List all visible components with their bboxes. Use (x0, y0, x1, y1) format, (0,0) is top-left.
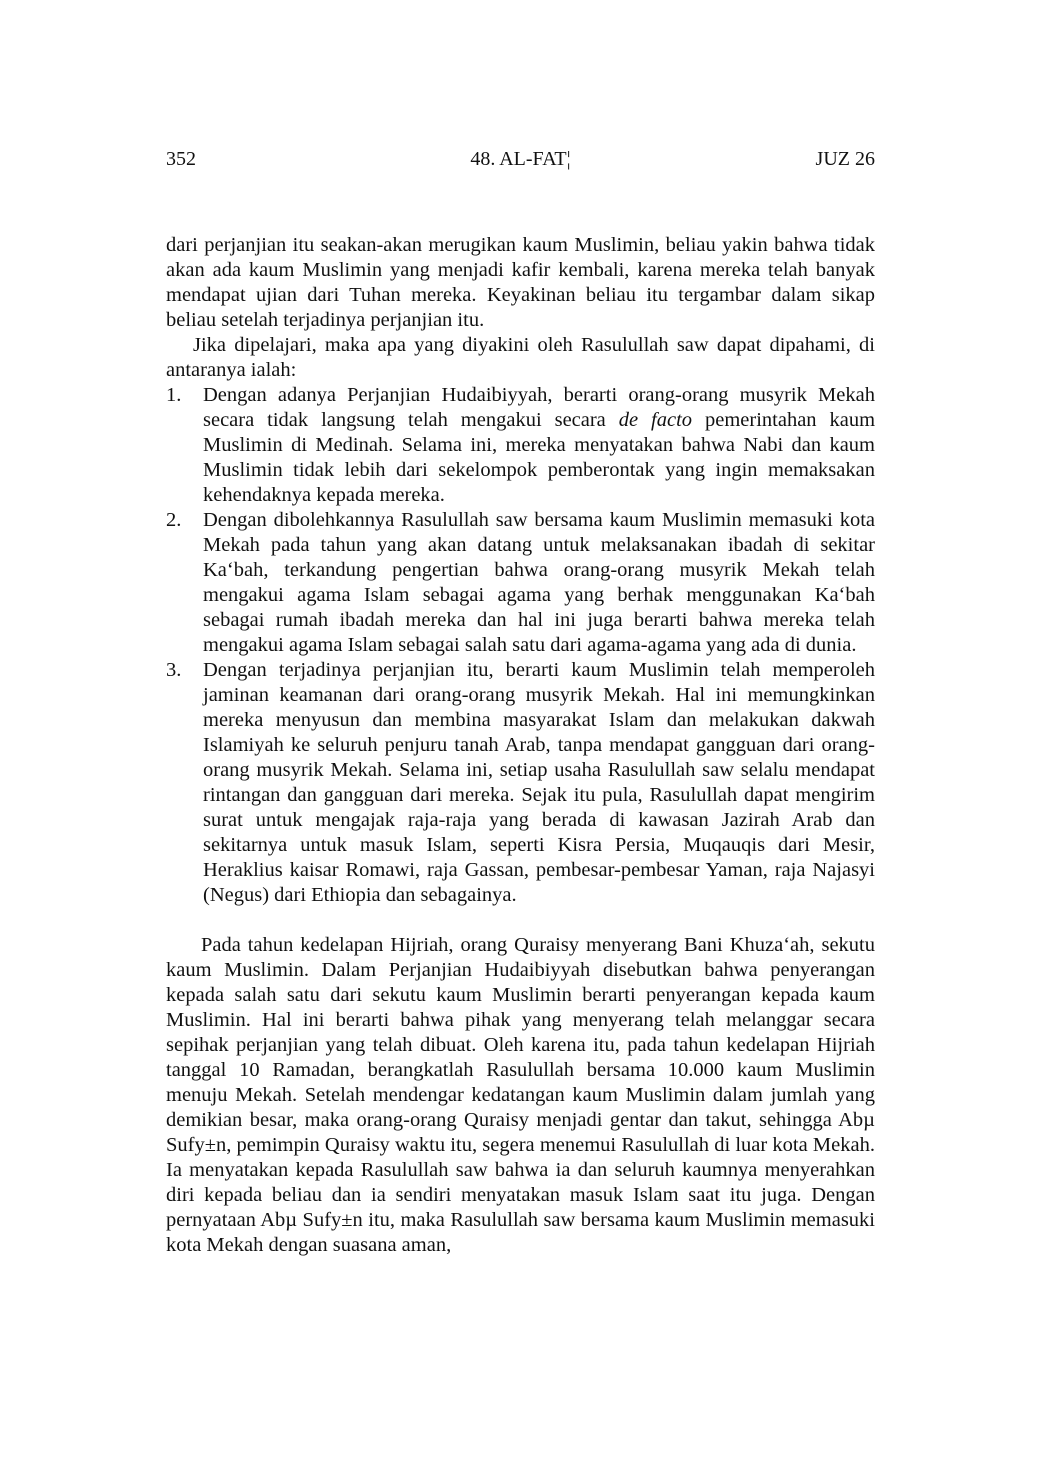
page-number: 352 (166, 148, 196, 170)
page-header (166, 144, 875, 174)
list-number: 2. (166, 509, 182, 531)
chapter-title: 48. AL-FAT¦ (470, 148, 571, 170)
list-item-text: Dengan terjadinya perjanjian itu, berarti kaum Muslimin telah memperoleh jaminan keamanan dari orang-orang musyrik Mekah. Hal ini memungkinkan mereka menyusun dan membina masyarakat Islam dan melakukan dakwah Islamiyah ke seluruh penjuru tanah Arab, tanpa mendapat gangguan dari orang-orang musyrik Mekah. Selama ini, setiap usaha Rasulullah saw selalu mendapat rintangan dan gangguan dari mereka. Sejak itu pula, Rasulullah dapat mengirim surat untuk mengajak raja-raja yang berada di kawasan Jazirah Arab dan sekitarnya untuk masuk Islam, seperti Kisra Persia, Muqauqis dari Mesir, Heraklius kaisar Romawi, raja Gassan, pembesar-pembesar Yaman, raja Najasyi (Negus) dari Ethiopia dan sebagainya. (203, 659, 875, 906)
list-number: 3. (166, 659, 182, 681)
main-text (166, 233, 875, 1258)
list-item-text: Dengan adanya Perjanjian Hudaibiyyah, berarti orang-orang musyrik Mekah secara tidak langsung telah mengakui secara (203, 384, 875, 431)
paragraph-1: dari perjanjian itu seakan-akan merugikan kaum Muslimin, beliau yakin bahwa tidak akan ada kaum Muslimin yang menjadi kafir kembali, karena mereka telah banyak mendapat ujian dari Tuhan mereka. Keyakinan beliau itu tergambar dalam sikap beliau setelah terjadinya perjanjian itu. (166, 234, 875, 331)
juz-label: JUZ 26 (815, 148, 875, 170)
list-item (166, 658, 875, 908)
list-number: 1. (166, 384, 182, 406)
paragraph-gap (166, 908, 875, 933)
list-item (166, 508, 875, 658)
list-item-text: pemerintahan kaum Muslimin di Medinah. Selama ini, mereka menyatakan bahwa Nabi dan kaum Muslimin tidak lebih dari sekelompok pemberontak yang ingin memaksakan kehendaknya kepada mereka. (203, 409, 876, 506)
list-item-text: Dengan dibolehkannya Rasulullah saw bersama kaum Muslimin memasuki kota Mekah pada tahun yang akan datang untuk melaksanakan ibadah di sekitar Ka‘bah, terkandung pengertian bahwa orang-orang musyrik Mekah telah mengakui agama Islam sebagai agama yang berhak menggunakan Ka‘bah sebagai rumah ibadah mereka dan hal ini juga berarti bahwa mereka telah mengakui agama Islam sebagai salah satu dari agama-agama yang ada di dunia. (203, 509, 875, 656)
list-item (166, 383, 875, 508)
italic-term: de facto (618, 409, 693, 431)
paragraph-3: Pada tahun kedelapan Hijriah, orang Quraisy menyerang Bani Khuza‘ah, sekutu kaum Muslimin. Dalam Perjanjian Hudaibiyyah disebutkan bahwa penyerangan kepada salah satu dari sekutu kaum Muslimin berarti penyerangan kepada kaum Muslimin. Hal ini berarti bahwa pihak yang menyerang telah melanggar secara sepihak perjanjian yang telah dibuat. Oleh karena itu, pada tahun kedelapan Hijriah tanggal 10 Ramadan, berangkatlah Rasulullah bersama 10.000 kaum Muslimin menuju Mekah. Setelah mendengar kedatangan kaum Muslimin dalam jumlah yang demikian besar, maka orang-orang Quraisy menjadi gentar dan takut, sehingga Abµ Sufy±n, pemimpin Quraisy waktu itu, segera menemui Rasulullah di luar kota Mekah. Ia menyatakan kepada Rasulullah saw bahwa ia dan seluruh kaumnya menyerahkan diri kepada beliau dan ia sendiri menyatakan masuk Islam saat itu juga. Dengan pernyataan Abµ Sufy±n itu, maka Rasulullah saw bersama kaum Muslimin memasuki kota Mekah dengan suasana aman, (166, 934, 875, 1256)
numbered-list (166, 383, 875, 908)
paragraph-2: Jika dipelajari, maka apa yang diyakini oleh Rasulullah saw dapat dipahami, di antaranya ialah: (166, 334, 875, 381)
